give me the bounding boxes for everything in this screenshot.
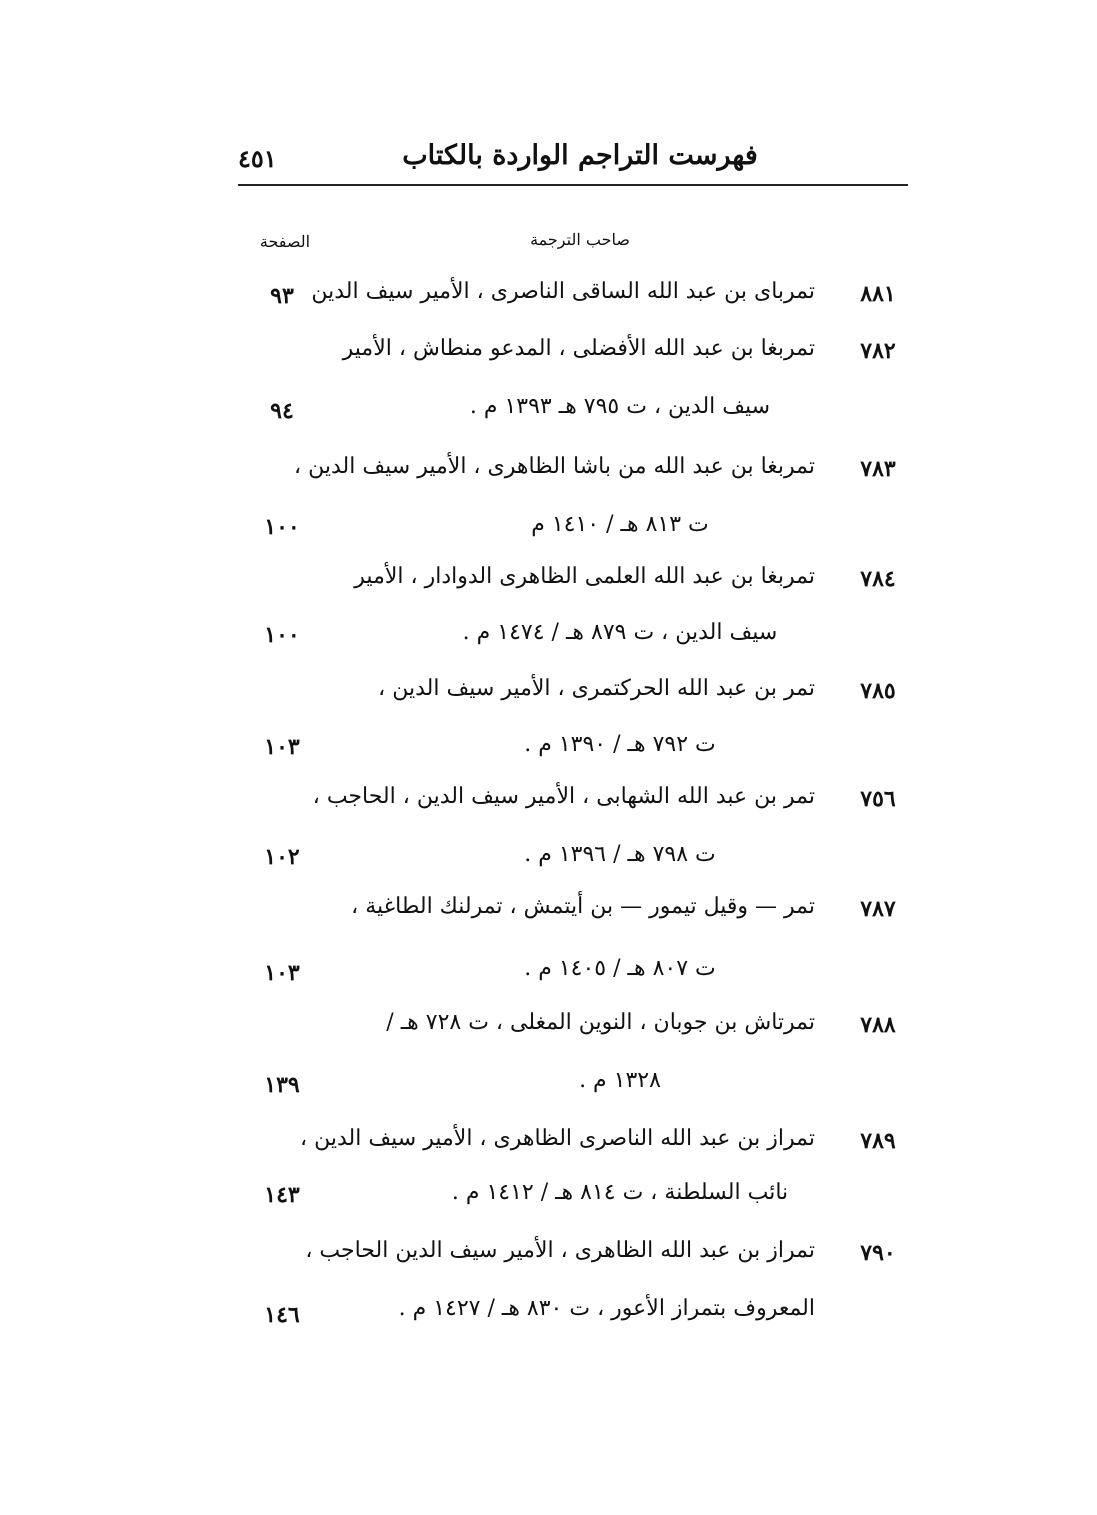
entry-name-line: ت ٨٠٧ هـ / ١٤٠٥ م .: [524, 956, 716, 981]
entry-page-number: ١٣٩: [264, 1072, 300, 1098]
entry-name-line: تمر — وقيل تيمور — بن أيتمش ، تمرلنك الطاغية ،: [351, 894, 815, 919]
entry-page-number: ١٠٠: [264, 514, 300, 540]
entry-number: ٧٨٢: [860, 338, 896, 364]
column-header-name: صاحب الترجمة: [530, 230, 630, 249]
entry-page-number: ١٠٣: [264, 960, 300, 986]
entry-name-line: ت ٨١٣ هـ / ١٤١٠ م: [531, 512, 709, 537]
entry-number: ٧٨٤: [860, 566, 896, 592]
column-header-page: الصفحة: [259, 232, 311, 251]
entry-name-line: ١٣٢٨ م .: [579, 1068, 661, 1093]
entry-number: ٧٨٧: [860, 896, 896, 922]
entry-page-number: ١٤٣: [264, 1182, 300, 1208]
entry-name-line: ت ٧٩٨ هـ / ١٣٩٦ م .: [524, 842, 716, 867]
entry-name-line: تمرتاش بن جوبان ، النوين المغلى ، ت ٧٢٨ هـ /: [386, 1010, 815, 1035]
entry-page-number: ١٠٣: [264, 734, 300, 760]
entry-number: ٧٨٥: [860, 678, 896, 704]
entry-name-line: تمربغا بن عبد الله العلمى الظاهرى الدوادار ، الأمير: [354, 564, 815, 589]
entry-number: ٧٥٦: [860, 786, 896, 812]
entry-number: ٧٨٩: [860, 1128, 896, 1154]
entry-number: ٧٨٨: [860, 1012, 896, 1038]
entry-page-number: ١٤٦: [264, 1302, 300, 1328]
entry-name-line: تمراز بن عبد الله الظاهرى ، الأمير سيف الدين الحاجب ،: [305, 1238, 815, 1263]
entry-name-line: ت ٧٩٢ هـ / ١٣٩٠ م .: [524, 732, 716, 757]
entry-name-line: تمراز بن عبد الله الناصرى الظاهرى ، الأمير سيف الدين ،: [300, 1126, 815, 1151]
running-title: فهرست التراجم الواردة بالكتاب: [402, 140, 758, 171]
entry-name-line: تمر بن عبد الله الشهابى ، الأمير سيف الدين ، الحاجب ،: [312, 784, 815, 809]
entry-name-line: نائب السلطنة ، ت ٨١٤ هـ / ١٤١٢ م .: [451, 1180, 789, 1205]
entry-name-line: سيف الدين ، ت ٨٧٩ هـ / ١٤٧٤ م .: [462, 620, 778, 645]
entry-page-number: ٩٣: [270, 283, 294, 309]
page-number: ٤٥١: [238, 144, 277, 173]
entry-name-line: تمربغا بن عبد الله من باشا الظاهرى ، الأمير سيف الدين ،: [294, 454, 815, 479]
entry-name-line: تمر بن عبد الله الحركتمرى ، الأمير سيف الدين ،: [378, 676, 815, 701]
entry-page-number: ١٠٢: [264, 844, 300, 870]
entry-name-line: تمربغا بن عبد الله الأفضلى ، المدعو منطاش ، الأمير: [342, 336, 815, 361]
entry-name-line: تمرباى بن عبد الله الساقى الناصرى ، الأمير سيف الدين: [311, 279, 815, 304]
entry-page-number: ١٠٠: [264, 622, 300, 648]
entry-page-number: ٩٤: [270, 398, 294, 424]
entry-name-line: المعروف بتمراز الأعور ، ت ٨٣٠ هـ / ١٤٢٧ م .: [398, 1296, 815, 1321]
entry-number: ٧٩٠: [860, 1240, 896, 1266]
header-rule: [238, 184, 908, 186]
entry-name-line: سيف الدين ، ت ٧٩٥ هـ ١٣٩٣ م .: [469, 394, 771, 419]
entry-number: ٨٨١: [860, 281, 896, 307]
entry-number: ٧٨٣: [860, 456, 896, 482]
